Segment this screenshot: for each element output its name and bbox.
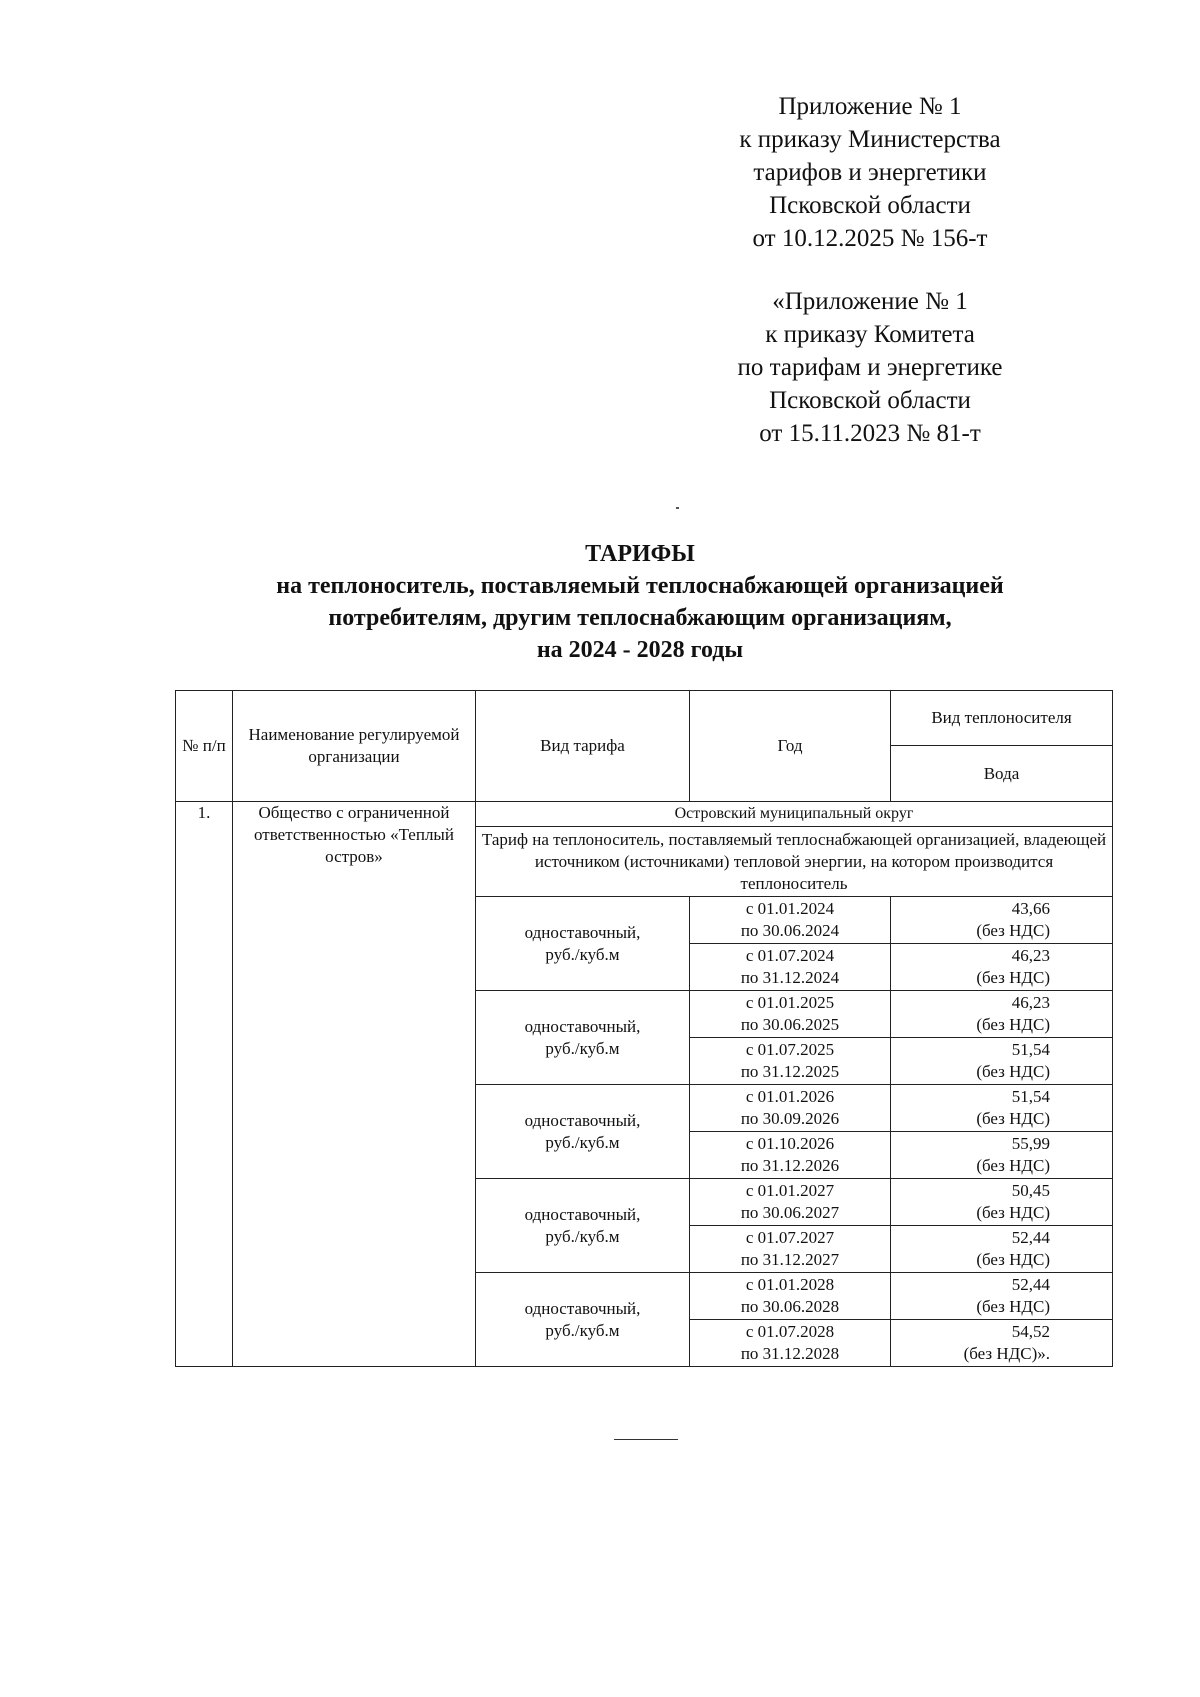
tariff-type-text: руб./куб.м	[545, 944, 620, 964]
tariff-value: 46,23	[1011, 946, 1050, 965]
tariff-type-cell	[476, 1179, 690, 1273]
period-cell	[690, 1132, 891, 1179]
water-tariff-value	[891, 1320, 1113, 1367]
period-from: с 01.07.2024	[745, 946, 835, 965]
tariff-type-text: руб./куб.м	[545, 1038, 620, 1058]
vat-note: (без НДС)	[976, 1109, 1050, 1128]
vat-note: (без НДС)	[976, 1203, 1050, 1222]
organization-name: Общество с ограниченной ответственностью «Теплый остров»	[233, 802, 476, 1367]
appendix-previous-line-2: к приказу Комитета	[765, 321, 975, 348]
document-title	[160, 538, 1120, 666]
title-line-4: на 2024 - 2028 годы	[536, 637, 744, 663]
tariff-table	[175, 690, 1113, 1367]
row-number: 1.	[176, 802, 233, 1367]
tariff-type-text: руб./куб.м	[545, 1226, 620, 1246]
tariff-type-cell	[476, 1085, 690, 1179]
appendix-current-line-5: от 10.12.2025 № 156-т	[752, 225, 988, 252]
period-cell	[690, 1179, 891, 1226]
period-cell	[690, 1038, 891, 1085]
period-to: по 30.06.2028	[740, 1297, 840, 1316]
tariff-value: 51,54	[1011, 1040, 1050, 1059]
header-carrier-type: Вид теплоносителя	[891, 691, 1113, 746]
appendix-previous-line-3: по тарифам и энергетике	[737, 354, 1003, 381]
header-tariff-type: Вид тарифа	[476, 691, 690, 802]
tariff-value: 52,44	[1011, 1228, 1050, 1247]
title-line-3: потребителям, другим теплоснабжающим организациям,	[328, 605, 952, 631]
tariff-value: 50,45	[1011, 1181, 1050, 1200]
water-tariff-value	[891, 944, 1113, 991]
water-tariff-value	[891, 1132, 1113, 1179]
appendix-previous-line-1: «Приложение № 1	[772, 288, 968, 315]
appendix-previous-line-5: от 15.11.2023 № 81-т	[759, 420, 981, 447]
period-to: по 30.06.2024	[740, 921, 840, 940]
period-cell	[690, 1320, 891, 1367]
district-name: Островский муниципальный округ	[476, 802, 1113, 827]
period-from: с 01.01.2026	[745, 1087, 835, 1106]
tariff-value: 52,44	[1011, 1275, 1050, 1294]
appendix-current-line-2: к приказу Министерства	[739, 126, 1001, 153]
vat-note: (без НДС)	[976, 1015, 1050, 1034]
water-tariff-value	[891, 1085, 1113, 1132]
period-to: по 31.12.2027	[740, 1250, 840, 1269]
period-from: с 01.01.2024	[745, 899, 835, 918]
period-to: по 31.12.2024	[740, 968, 840, 987]
period-from: с 01.01.2027	[745, 1181, 835, 1200]
appendix-current-order	[700, 90, 1040, 255]
title-line-2: на теплоноситель, поставляемый теплоснабжающей организацией	[276, 573, 1004, 599]
tariff-description: Тариф на теплоноситель, поставляемый теплоснабжающей организацией, владеющей источником (источниками) тепловой энергии, на котором производится теплоноситель	[476, 827, 1113, 897]
appendix-previous-line-4: Псковской области	[769, 387, 971, 414]
water-tariff-value	[891, 991, 1113, 1038]
period-from: с 01.01.2028	[745, 1275, 835, 1294]
tariff-value: 54,52	[1011, 1322, 1050, 1341]
header-num: № п/п	[176, 691, 233, 802]
header-organization: Наименование регулируемой организации	[233, 691, 476, 802]
vat-note: (без НДС)	[976, 1297, 1050, 1316]
water-tariff-value	[891, 1273, 1113, 1320]
period-to: по 31.12.2026	[740, 1156, 840, 1175]
tariff-type-text: руб./куб.м	[545, 1132, 620, 1152]
period-to: по 30.06.2025	[740, 1015, 840, 1034]
tariff-type-text: одноставочный,	[524, 1110, 641, 1130]
tariff-value: 51,54	[1011, 1087, 1050, 1106]
period-cell	[690, 897, 891, 944]
tariff-type-text: одноставочный,	[524, 1016, 641, 1036]
appendix-current-line-1: Приложение № 1	[778, 93, 962, 120]
period-from: с 01.07.2028	[745, 1322, 835, 1341]
period-to: по 30.09.2026	[740, 1109, 840, 1128]
period-cell	[690, 1085, 891, 1132]
tariff-type-text: одноставочный,	[524, 922, 641, 942]
tariff-value: 46,23	[1011, 993, 1050, 1012]
tariff-value: 43,66	[1011, 899, 1050, 918]
period-from: с 01.07.2027	[745, 1228, 835, 1247]
period-from: с 01.01.2025	[745, 993, 835, 1012]
period-from: с 01.10.2026	[745, 1134, 835, 1153]
tariff-type-cell	[476, 897, 690, 991]
vat-note: (без НДС)».	[963, 1344, 1050, 1363]
scan-speck	[676, 507, 679, 509]
appendix-current-line-4: Псковской области	[769, 192, 971, 219]
period-from: с 01.07.2025	[745, 1040, 835, 1059]
tariff-type-text: одноставочный,	[524, 1298, 641, 1318]
tariff-value: 55,99	[1011, 1134, 1050, 1153]
period-to: по 30.06.2027	[740, 1203, 840, 1222]
period-to: по 31.12.2025	[740, 1062, 840, 1081]
tariff-type-cell	[476, 991, 690, 1085]
period-cell	[690, 1226, 891, 1273]
period-cell	[690, 991, 891, 1038]
appendix-current-line-3: тарифов и энергетики	[753, 159, 987, 186]
bottom-divider	[614, 1439, 678, 1440]
title-line-1: ТАРИФЫ	[585, 541, 695, 567]
water-tariff-value	[891, 1038, 1113, 1085]
period-cell	[690, 944, 891, 991]
vat-note: (без НДС)	[976, 968, 1050, 987]
water-tariff-value	[891, 1179, 1113, 1226]
header-water: Вода	[891, 746, 1113, 802]
vat-note: (без НДС)	[976, 1156, 1050, 1175]
period-to: по 31.12.2028	[740, 1344, 840, 1363]
tariff-type-cell	[476, 1273, 690, 1367]
appendix-previous-order	[700, 285, 1040, 450]
header-year: Год	[690, 691, 891, 802]
tariff-type-text: одноставочный,	[524, 1204, 641, 1224]
tariff-type-text: руб./куб.м	[545, 1320, 620, 1340]
vat-note: (без НДС)	[976, 1062, 1050, 1081]
water-tariff-value	[891, 897, 1113, 944]
water-tariff-value	[891, 1226, 1113, 1273]
vat-note: (без НДС)	[976, 921, 1050, 940]
vat-note: (без НДС)	[976, 1250, 1050, 1269]
period-cell	[690, 1273, 891, 1320]
